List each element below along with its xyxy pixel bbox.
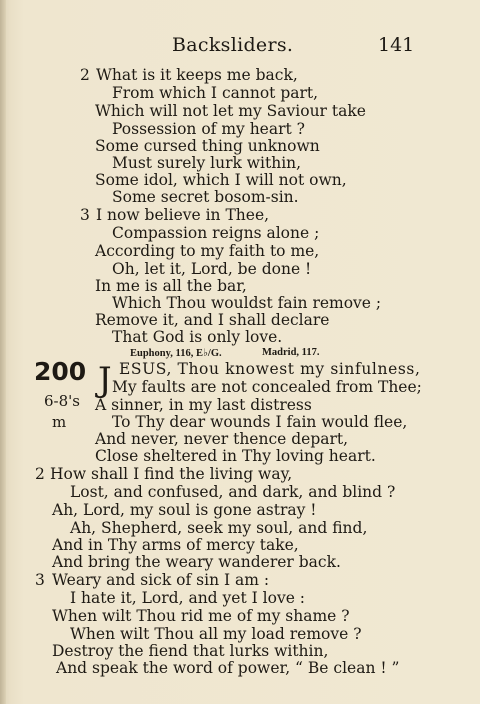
verse-number: 2 <box>35 465 45 483</box>
verse-line: Some cursed thing unknown <box>95 137 320 155</box>
page-gutter-edge <box>0 0 6 704</box>
hymn-meter-mark: m <box>52 413 67 431</box>
verse-line: Remove it, and I shall declare <box>95 311 330 329</box>
verse-line: That God is only love. <box>112 328 283 346</box>
verse-line: In me is all the bar, <box>95 277 247 295</box>
verse-line: A sinner, in my last distress <box>95 396 312 414</box>
verse-line: Lost, and confused, and dark, and blind ? <box>70 483 396 501</box>
verse-line: ESUS, Thou knowest my sinfulness, <box>119 360 421 378</box>
verse-line: My faults are not concealed from Thee; <box>112 378 422 396</box>
verse-line: And speak the word of power, “ Be clean ! ” <box>56 659 400 677</box>
verse-line: Weary and sick of sin I am : <box>52 571 270 589</box>
verse-line: When wilt Thou all my load remove ? <box>70 625 362 643</box>
verse-line: I hate it, Lord, and yet I love : <box>70 589 306 607</box>
verse-line: What is it keeps me back, <box>96 66 298 84</box>
verse-line: Which Thou wouldst fain remove ; <box>112 294 382 312</box>
verse-number: 3 <box>35 571 45 589</box>
verse-line: Close sheltered in Thy loving heart. <box>95 447 376 465</box>
verse-line: And never, never thence depart, <box>95 430 349 448</box>
section-title: Backsliders. <box>172 34 294 56</box>
verse-line: Ah, Shepherd, seek my soul, and find, <box>70 519 368 537</box>
verse-number: 2 <box>80 66 90 84</box>
verse-line: I now believe in Thee, <box>96 206 270 224</box>
verse-line: According to my faith to me, <box>95 242 320 260</box>
verse-line: Which will not let my Saviour take <box>95 102 366 120</box>
running-header <box>0 34 480 58</box>
verse-line: Destroy the fiend that lurks within, <box>52 642 329 660</box>
verse-line: Oh, let it, Lord, be done ! <box>112 260 312 278</box>
page-number: 141 <box>378 34 415 56</box>
tune-reference: Madrid, 117. <box>262 347 320 358</box>
verse-line: And bring the weary wanderer back. <box>52 553 341 571</box>
verse-line: Compassion reigns alone ; <box>112 224 320 242</box>
hymn-number: 200 <box>34 357 87 386</box>
verse-line: And in Thy arms of mercy take, <box>52 536 299 554</box>
drop-cap: J <box>98 360 112 400</box>
verse-line: Some secret bosom-sin. <box>112 188 299 206</box>
tune-reference: Euphony, 116, E♭/G. <box>130 348 222 359</box>
verse-line: Ah, Lord, my soul is gone astray ! <box>52 501 317 519</box>
verse-line: Must surely lurk within, <box>112 154 302 172</box>
verse-line: From which I cannot part, <box>112 84 319 102</box>
hymn-meter: 6-8's <box>44 392 80 410</box>
verse-number: 3 <box>80 206 90 224</box>
verse-line: Some idol, which I will not own, <box>95 171 347 189</box>
verse-line: To Thy dear wounds I fain would flee, <box>112 413 408 431</box>
verse-line: Possession of my heart ? <box>112 120 305 138</box>
verse-line: How shall I find the living way, <box>50 465 293 483</box>
verse-line: When wilt Thou rid me of my shame ? <box>52 607 350 625</box>
